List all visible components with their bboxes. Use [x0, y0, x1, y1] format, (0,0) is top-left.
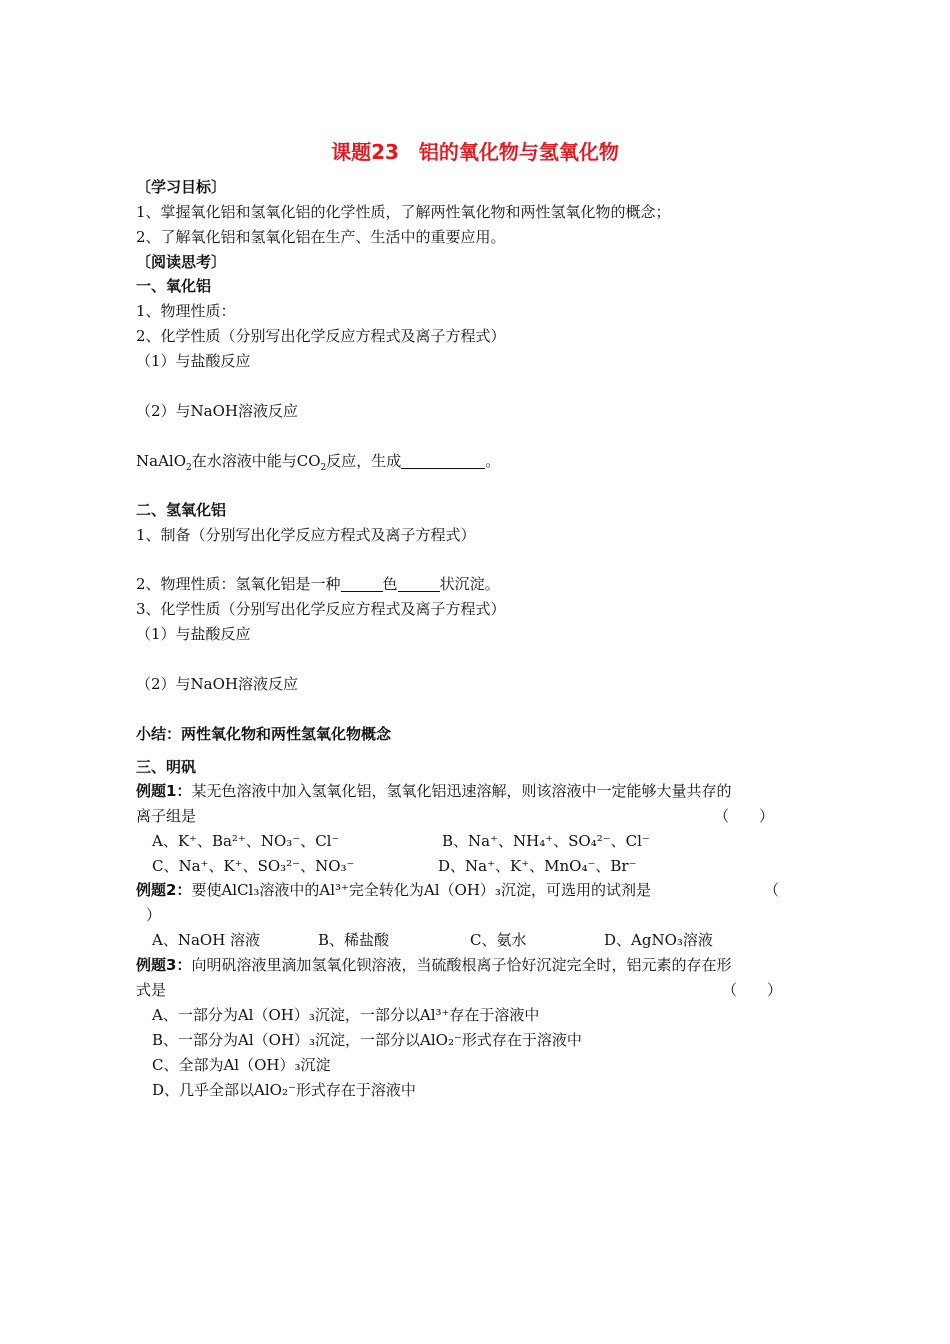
naalo2-part-b: 在水溶液中能与CO [191, 452, 321, 470]
ex1-option-a[interactable]: A、K⁺、Ba²⁺、NO₃⁻、Cl⁻ [152, 832, 340, 850]
ex2-paren-open[interactable]: （ [764, 881, 780, 899]
ex3-label: 例题3： [136, 956, 192, 974]
section3-heading: 三、明矾 [136, 758, 197, 776]
section2-physical [136, 574, 500, 594]
ex2-paren-close[interactable]: ） [146, 906, 162, 924]
ex1-stem-1: 某无色溶液中加入氢氧化铝，氢氧化铝迅速溶解，则该溶液中一定能够大量共存的 [191, 782, 732, 800]
goal-item-2: 2、了解氧化铝和氢氧化铝在生产、生活中的重要应用。 [136, 228, 506, 246]
color-blank[interactable] [341, 575, 383, 592]
ex3-option-a[interactable]: A、一部分为Al（OH）₃沉淀，一部分以Al³⁺存在于溶液中 [152, 1006, 540, 1024]
ex3-stem-2: 式是 [136, 981, 167, 999]
section1-chemical: 2、化学性质（分别写出化学反应方程式及离子方程式） [136, 327, 506, 345]
ex3-option-b[interactable]: B、一部分为Al（OH）₃沉淀，一部分以AlO₂⁻形式存在于溶液中 [152, 1031, 582, 1049]
section1-q2: （2）与NaOH溶液反应 [136, 402, 298, 420]
goal-item-1: 1、掌握氧化铝和氢氧化铝的化学性质，了解两性氧化物和两性氢氧化物的概念； [136, 203, 671, 221]
section2-q1: （1）与盐酸反应 [136, 625, 251, 643]
shape-blank[interactable] [398, 575, 440, 592]
co2-sub: 2 [320, 463, 327, 473]
ex2-label: 例题2： [136, 881, 192, 899]
naalo2-line [136, 451, 500, 471]
naalo2-end: 。 [485, 452, 501, 470]
section1-heading: 一、氧化铝 [136, 277, 212, 295]
ex2-option-b[interactable]: B、稀盐酸 [318, 931, 390, 949]
physical-part-a: 2、物理性质：氢氧化铝是一种 [136, 575, 341, 593]
answer-blank[interactable] [401, 452, 485, 469]
reading-heading: 〔阅读思考〕 [136, 253, 227, 271]
ex1-stem-2: 离子组是 [136, 807, 197, 825]
naalo2-part-c: 反应，生成 [326, 452, 402, 470]
ex3-stem-1: 向明矾溶液里滴加氢氧化钡溶液，当硫酸根离子恰好沉淀完全时，铝元素的存在形 [191, 956, 732, 974]
ex1-label: 例题1： [136, 782, 192, 800]
ex2-stem [136, 880, 651, 900]
naalo2-part-a: NaAlO [136, 452, 186, 470]
ex2-option-d[interactable]: D、AgNO₃溶液 [604, 931, 713, 949]
section1-q1: （1）与盐酸反应 [136, 352, 251, 370]
ex3-stem [136, 955, 731, 975]
ex2-option-c[interactable]: C、氨水 [470, 931, 527, 949]
ex1-answer-paren[interactable]: （ ） [714, 807, 775, 825]
section2-heading: 二、氢氧化铝 [136, 501, 227, 519]
section2-chemical: 3、化学性质（分别写出化学反应方程式及离子方程式） [136, 600, 506, 618]
ex3-option-c[interactable]: C、全部为Al（OH）₃沉淀 [152, 1056, 331, 1074]
goals-heading: 〔学习目标〕 [136, 178, 227, 196]
ex2-option-a[interactable]: A、NaOH 溶液 [152, 931, 261, 949]
physical-part-c: 状沉淀。 [439, 575, 500, 593]
ex1-stem [136, 781, 731, 801]
section2-prep: 1、制备（分别写出化学反应方程式及离子方程式） [136, 526, 476, 544]
ex1-option-b[interactable]: B、Na⁺、NH₄⁺、SO₄²⁻、Cl⁻ [442, 832, 650, 850]
section1-physical: 1、物理性质： [136, 302, 236, 320]
ex2-stem-text: 要使AlCl₃溶液中的Al³⁺完全转化为Al（OH）₃沉淀，可选用的试剂是 [191, 881, 651, 899]
naalo2-sub: 2 [186, 463, 192, 473]
ex1-option-d[interactable]: D、Na⁺、K⁺、MnO₄⁻、Br⁻ [438, 857, 637, 875]
summary: 小结：两性氧化物和两性氢氧化物概念 [136, 725, 392, 743]
ex1-option-c[interactable]: C、Na⁺、K⁺、SO₃²⁻、NO₃⁻ [152, 857, 355, 875]
page-title: 课题23 铝的氧化物与氢氧化物 [331, 140, 619, 164]
section2-q2: （2）与NaOH溶液反应 [136, 675, 298, 693]
ex3-option-d[interactable]: D、几乎全部以AlO₂⁻形式存在于溶液中 [152, 1081, 416, 1099]
physical-part-b: 色 [382, 575, 398, 593]
ex3-answer-paren[interactable]: （ ） [722, 981, 783, 999]
